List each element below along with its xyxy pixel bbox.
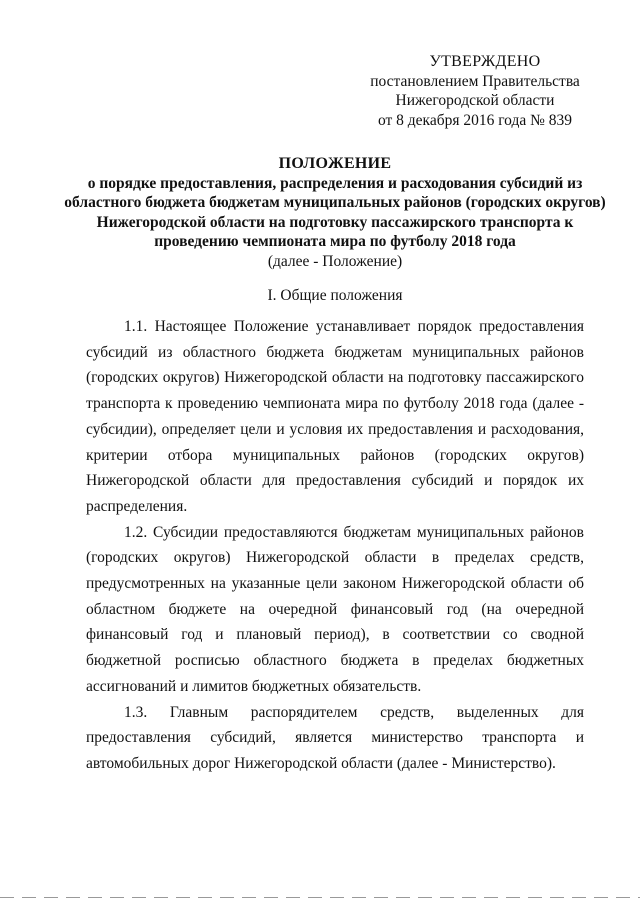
document-title: ПОЛОЖЕНИЕ: [278, 155, 392, 172]
paragraph-1-3: 1.3. Главным распорядителем средств, выделенных для предоставления субсидий, является министерство транспорта и автомобильных дорог Нижегородской области (далее - Министерство).: [86, 703, 584, 772]
approval-line-1: постановлением Правительства: [370, 72, 580, 90]
approval-line-3: от 8 декабря 2016 года № 839: [377, 111, 573, 129]
paragraph-1-2: 1.2. Субсидии предоставляются бюджетам муниципальных районов (городских округов) Нижегородской области в пределах средств, предусмотренных на указанные цели законом Нижегородской области об областном бюджете на очередной финансовый год (на очередной финансовый год и плановый период), в соответствии со сводной бюджетной росписью областного бюджета в пределах бюджетных ассигнований и лимитов бюджетных обязательств.: [86, 523, 584, 695]
document-title-block: [60, 154, 610, 271]
document-body: [86, 314, 584, 777]
section-heading: I. Общие положения: [267, 287, 403, 304]
scan-edge-line: [0, 897, 640, 898]
document-short-name: (далее - Положение): [267, 252, 403, 270]
approval-line-2: Нижегородской области: [395, 92, 555, 109]
approval-label: УТВЕРЖДЕНО: [429, 53, 541, 70]
document-subtitle: о порядке предоставления, распределения и расходования субсидий из областного бюджета бюджетам муниципальных районов (городских округов) Нижегородской области на подготовку пассажирского транспорта к проведению чемпионата мира по футболу 2018 года: [64, 174, 606, 250]
paragraph-1-1: 1.1. Настоящее Положение устанавливает порядок предоставления субсидий из областного бюджета бюджетам муниципальных районов (городских округов) Нижегородской области на подготовку пассажирского транспорта к проведению чемпионата мира по футболу 2018 года (далее - субсидии), определяет цели и условия их предоставления и расходования, критерии отбора муниципальных районов (городских округов) Нижегородской области для предоставления субсидий и порядок их распределения.: [86, 318, 584, 515]
approval-stamp: [350, 52, 600, 130]
